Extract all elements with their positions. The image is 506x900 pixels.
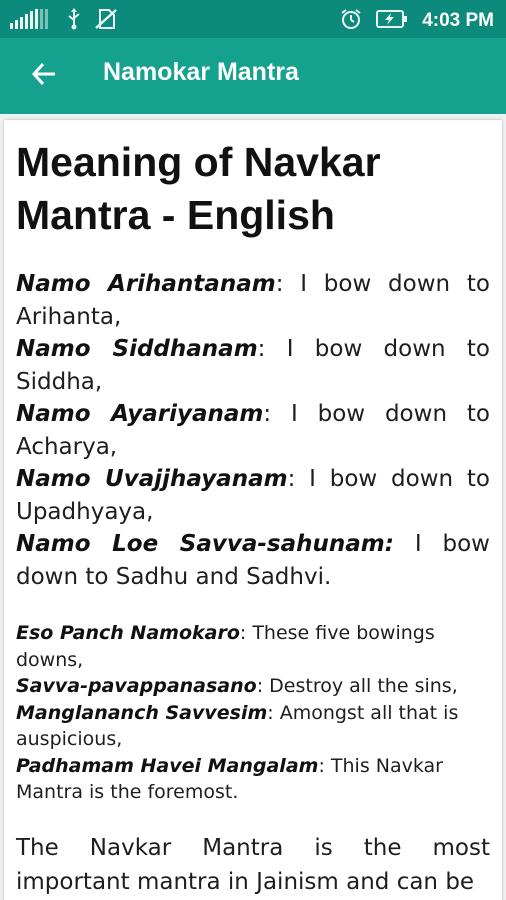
chulika-term: Eso Panch Namokaro (16, 622, 240, 644)
usb-icon (66, 8, 82, 34)
battery-charging-icon (376, 9, 408, 33)
chulika-term: Savva-pavappanasano (16, 675, 257, 697)
chulika-meaning: : Amongst all that is auspicious, (16, 701, 459, 750)
chulika-meaning: : This Navkar Mantra is the foremost. (16, 754, 443, 803)
chulika-meaning-paragraph (16, 620, 490, 806)
status-bar (0, 0, 506, 38)
chulika-meaning: : These five bowings downs, (16, 622, 435, 671)
mantra-meaning: : I bow down to Siddha, (16, 336, 490, 395)
chulika-line (16, 755, 443, 804)
mantra-line (16, 336, 490, 395)
chulika-term: Padhamam Havei Mangalam (16, 754, 319, 777)
chulika-term: Manglananch Savvesim (16, 701, 268, 724)
chulika-line (16, 622, 435, 671)
meaning-heading: Meaning of Navkar Mantra - English (16, 139, 381, 238)
mantra-meaning: : I bow down to Acharya, (16, 401, 490, 460)
meaning-card (4, 120, 502, 900)
mantra-line (16, 531, 490, 590)
no-sim-icon (94, 8, 118, 34)
app-bar (0, 38, 506, 114)
clock: 4:03 PM (422, 10, 494, 31)
back-button[interactable] (24, 56, 64, 96)
closing-paragraph: The Navkar Mantra is the most important mantra in Jainism and can be (16, 835, 490, 895)
page-title: Namokar Mantra (103, 58, 299, 86)
mantra-line (16, 401, 490, 460)
mantra-meaning: : I bow down to Arihanta, (16, 271, 490, 330)
content-area[interactable] (0, 114, 506, 900)
mantra-term: Namo Loe Savva-sahunam: (16, 531, 394, 557)
mantra-meaning-paragraph (16, 268, 490, 593)
mantra-term: Namo Uvajjhayanam (16, 466, 288, 492)
alarm-icon (340, 8, 362, 34)
mantra-term: Namo Siddhanam (16, 336, 258, 362)
mantra-term: Namo Arihantanam (16, 271, 276, 297)
chulika-line (16, 675, 458, 697)
mantra-meaning: : I bow down to Upadhyaya, (16, 466, 490, 525)
mantra-term: Namo Ayariyanam (16, 401, 264, 427)
arrow-back-icon (31, 61, 57, 91)
mantra-line (16, 271, 490, 330)
signal-icon (10, 9, 54, 33)
mantra-meaning: I bow down to Sadhu and Sadhvi. (16, 531, 490, 590)
mantra-line (16, 466, 490, 525)
chulika-meaning: : Destroy all the sins, (256, 675, 458, 697)
chulika-line (16, 702, 458, 751)
